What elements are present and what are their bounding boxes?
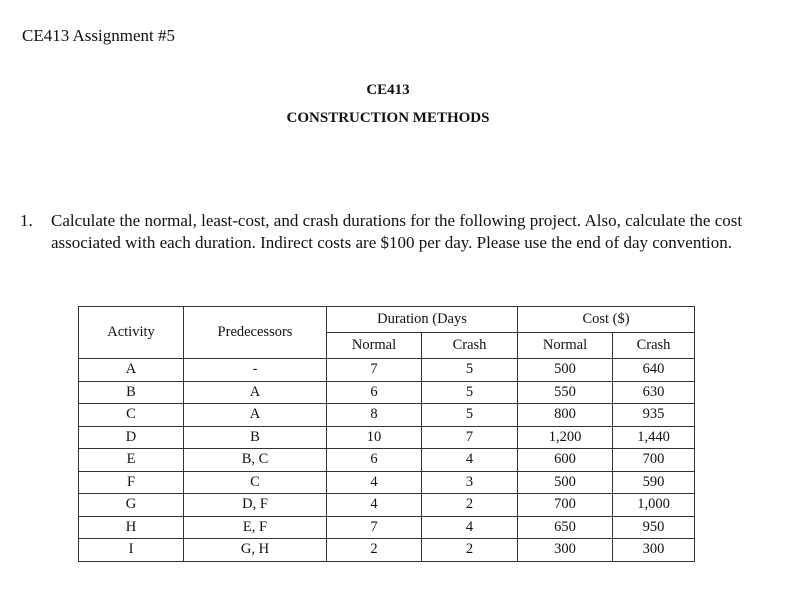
cell-cost-crash: 950: [613, 516, 695, 539]
cell-predecessors: D, F: [184, 494, 327, 517]
cell-predecessors: E, F: [184, 516, 327, 539]
header-duration-normal: Normal: [327, 333, 422, 359]
cell-duration-normal: 7: [327, 359, 422, 382]
cell-cost-normal: 650: [518, 516, 613, 539]
header-duration-crash: Crash: [422, 333, 518, 359]
cell-predecessors: G, H: [184, 539, 327, 562]
activity-table: [78, 306, 695, 562]
question-text: Calculate the normal, least-cost, and crash durations for the following project. Also, calculate the cost associated with each duration. Indirect costs are $100 per day. Please use the end of day convention.: [51, 211, 743, 252]
cell-duration-crash: 5: [422, 381, 518, 404]
cell-predecessors: -: [184, 359, 327, 382]
cell-cost-crash: 630: [613, 381, 695, 404]
cell-duration-normal: 4: [327, 494, 422, 517]
cell-duration-crash: 7: [422, 426, 518, 449]
question-number: 1.: [20, 211, 33, 230]
cell-duration-crash: 5: [422, 404, 518, 427]
cell-cost-crash: 640: [613, 359, 695, 382]
cell-duration-normal: 7: [327, 516, 422, 539]
cell-activity: I: [79, 539, 184, 562]
cell-cost-normal: 500: [518, 359, 613, 382]
cell-cost-normal: 1,200: [518, 426, 613, 449]
cell-activity: C: [79, 404, 184, 427]
cell-duration-crash: 5: [422, 359, 518, 382]
assignment-header: CE413 Assignment #5: [22, 26, 176, 45]
cell-activity: H: [79, 516, 184, 539]
cell-duration-crash: 2: [422, 539, 518, 562]
header-predecessors: Predecessors: [184, 307, 327, 359]
cell-activity: A: [79, 359, 184, 382]
cell-duration-normal: 6: [327, 381, 422, 404]
cell-cost-crash: 935: [613, 404, 695, 427]
cell-predecessors: A: [184, 404, 327, 427]
table-row: [79, 494, 695, 517]
cell-cost-crash: 590: [613, 471, 695, 494]
table-row: [79, 359, 695, 382]
cell-duration-crash: 2: [422, 494, 518, 517]
cell-duration-normal: 4: [327, 471, 422, 494]
cell-cost-normal: 550: [518, 381, 613, 404]
cell-duration-crash: 4: [422, 516, 518, 539]
cell-cost-normal: 800: [518, 404, 613, 427]
table-row: [79, 426, 695, 449]
header-cost-normal: Normal: [518, 333, 613, 359]
cell-predecessors: B, C: [184, 449, 327, 472]
header-cost-crash: Crash: [613, 333, 695, 359]
cell-duration-normal: 2: [327, 539, 422, 562]
cell-cost-crash: 700: [613, 449, 695, 472]
header-cost: Cost ($): [518, 307, 695, 333]
header-activity: Activity: [79, 307, 184, 359]
cell-cost-normal: 500: [518, 471, 613, 494]
course-subject: CONSTRUCTION METHODS: [286, 110, 490, 126]
cell-activity: F: [79, 471, 184, 494]
cell-duration-crash: 4: [422, 449, 518, 472]
cell-cost-normal: 300: [518, 539, 613, 562]
table-row: [79, 404, 695, 427]
cell-cost-crash: 1,000: [613, 494, 695, 517]
cell-cost-crash: 1,440: [613, 426, 695, 449]
table-row: [79, 539, 695, 562]
table-row: [79, 449, 695, 472]
cell-activity: G: [79, 494, 184, 517]
cell-duration-crash: 3: [422, 471, 518, 494]
table-row: [79, 381, 695, 404]
cell-predecessors: C: [184, 471, 327, 494]
cell-predecessors: A: [184, 381, 327, 404]
cell-cost-crash: 300: [613, 539, 695, 562]
header-duration: Duration (Days: [327, 307, 518, 333]
cell-cost-normal: 700: [518, 494, 613, 517]
cell-activity: D: [79, 426, 184, 449]
cell-activity: E: [79, 449, 184, 472]
cell-duration-normal: 10: [327, 426, 422, 449]
course-title: CE413: [366, 82, 410, 98]
cell-activity: B: [79, 381, 184, 404]
cell-predecessors: B: [184, 426, 327, 449]
cell-duration-normal: 8: [327, 404, 422, 427]
table-row: [79, 516, 695, 539]
table-row: [79, 471, 695, 494]
cell-duration-normal: 6: [327, 449, 422, 472]
question-1: [20, 210, 760, 254]
cell-cost-normal: 600: [518, 449, 613, 472]
